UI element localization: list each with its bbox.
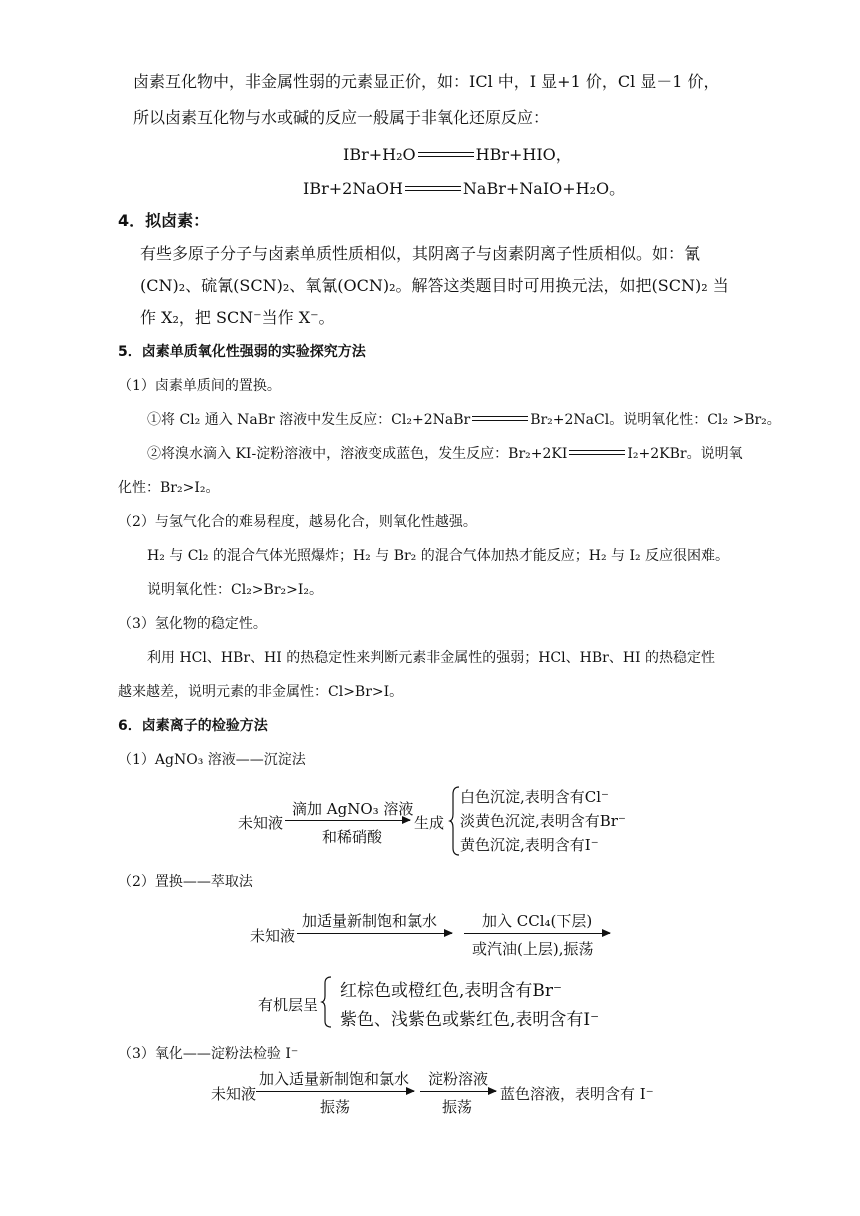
start-label: 未知液 bbox=[250, 927, 296, 945]
paragraph-line: 作 X₂，把 SCN⁻当作 X⁻。 bbox=[140, 308, 335, 327]
subheading: （3）氢化物的稳定性。 bbox=[118, 616, 267, 632]
brace-icon bbox=[450, 786, 460, 856]
reagent-below: 振荡 bbox=[320, 1098, 351, 1116]
outcome-iodine: 紫色、浅紫色或紫红色,表明含有I⁻ bbox=[340, 1010, 600, 1030]
reagent-above: 淀粉溶液 bbox=[428, 1070, 489, 1088]
outcome-bromide: 淡黄色沉淀,表明含有Br⁻ bbox=[460, 812, 626, 830]
equals-sign bbox=[405, 186, 461, 194]
outcome-chloride: 白色沉淀,表明含有Cl⁻ bbox=[460, 788, 609, 806]
result-label: 生成 bbox=[414, 814, 445, 832]
outcome-iodide: 黄色沉淀,表明含有I⁻ bbox=[460, 836, 599, 854]
reagent-above: 加入 CCl₄(下层) bbox=[482, 912, 593, 930]
equation-right: HBr+HIO， bbox=[475, 145, 572, 164]
section-heading: 5．卤素单质氧化性强弱的实验探究方法 bbox=[118, 344, 366, 360]
paragraph-line: 化性：Br₂>I₂。 bbox=[118, 480, 220, 496]
arrow-icon bbox=[420, 1091, 496, 1092]
reagent-above: 滴加 AgNO₃ 溶液 bbox=[292, 800, 414, 818]
reagent-above: 加入适量新制饱和氯水 bbox=[259, 1070, 410, 1088]
subheading: （2）与氢气化合的难易程度，越易化合，则氧化性越强。 bbox=[118, 514, 477, 530]
section-heading: 6．卤素离子的检验方法 bbox=[118, 718, 268, 734]
text: ①将 Cl₂ 通入 NaBr 溶液中发生反应：Cl₂+2NaBr bbox=[147, 412, 471, 428]
paragraph-line bbox=[147, 412, 781, 429]
paragraph-line: H₂ 与 Cl₂ 的混合气体光照爆炸；H₂ 与 Br₂ 的混合气体加热才能反应；H₂ 与 I₂ 反应很困难。 bbox=[147, 548, 730, 564]
arrow-icon bbox=[256, 1091, 414, 1092]
reagent-below: 和稀硝酸 bbox=[322, 828, 383, 846]
section-heading: 4．拟卤素： bbox=[118, 211, 210, 230]
equals-sign bbox=[472, 416, 528, 424]
paragraph-line bbox=[147, 446, 743, 463]
text: ②将溴水滴入 KI-淀粉溶液中，溶液变成蓝色，发生反应：Br₂+2KI bbox=[147, 446, 568, 462]
result-label: 蓝色溶液，表明含有 I⁻ bbox=[500, 1085, 654, 1103]
start-label: 未知液 bbox=[211, 1085, 257, 1103]
reagent-below: 或汽油(上层),振荡 bbox=[472, 940, 594, 958]
paragraph-line: 利用 HCl、HBr、HI 的热稳定性来判断元素非金属性的强弱；HCl、HBr、HI 的热稳定性 bbox=[147, 650, 716, 666]
equation-ibr-water bbox=[343, 142, 572, 165]
subheading: （1）卤素单质间的置换。 bbox=[118, 378, 281, 394]
equation-right: NaBr+NaIO+H₂O。 bbox=[462, 179, 626, 198]
equation-ibr-naoh bbox=[303, 176, 625, 199]
text: I₂+2KBr。说明氧 bbox=[627, 446, 743, 462]
paragraph-line: 说明氧化性：Cl₂>Br₂>I₂。 bbox=[147, 582, 323, 598]
paragraph-line: 卤素互化物中，非金属性弱的元素显正价，如：ICl 中，I 显+1 价，Cl 显－1 价， bbox=[133, 72, 720, 91]
reagent-below: 振荡 bbox=[442, 1098, 473, 1116]
brace-icon bbox=[322, 976, 332, 1028]
equals-sign bbox=[418, 152, 474, 160]
start-label: 未知液 bbox=[238, 814, 284, 832]
paragraph-line: 所以卤素互化物与水或碱的反应一般属于非氧化还原反应： bbox=[133, 108, 550, 127]
equals-sign bbox=[569, 450, 625, 458]
outcome-bromine: 红棕色或橙红色,表明含有Br⁻ bbox=[340, 981, 562, 1001]
equation-left: IBr+H₂O bbox=[343, 145, 416, 164]
method-title: （1）AgNO₃ 溶液——沉淀法 bbox=[118, 752, 306, 768]
paragraph-line: 越来越差，说明元素的非金属性：Cl>Br>I。 bbox=[118, 684, 404, 700]
paragraph-line: (CN)₂、硫氰(SCN)₂、氧氰(OCN)₂。解答这类题目时可用换元法，如把(SCN)₂ 当 bbox=[140, 276, 729, 295]
equation-left: IBr+2NaOH bbox=[303, 179, 403, 198]
method-title: （3）氧化——淀粉法检验 I⁻ bbox=[118, 1046, 299, 1062]
text: Br₂+2NaCl。说明氧化性：Cl₂ >Br₂。 bbox=[530, 412, 781, 428]
method-title: （2）置换——萃取法 bbox=[118, 874, 253, 890]
reagent-above: 加适量新制饱和氯水 bbox=[302, 912, 438, 930]
arrow-icon bbox=[297, 933, 452, 934]
arrow-icon bbox=[285, 820, 410, 821]
arrow-icon bbox=[464, 933, 610, 934]
organic-layer-label: 有机层呈 bbox=[258, 996, 319, 1014]
paragraph-line: 有些多原子分子与卤素单质性质相似，其阴离子与卤素阴离子性质相似。如：氰 bbox=[140, 244, 701, 263]
